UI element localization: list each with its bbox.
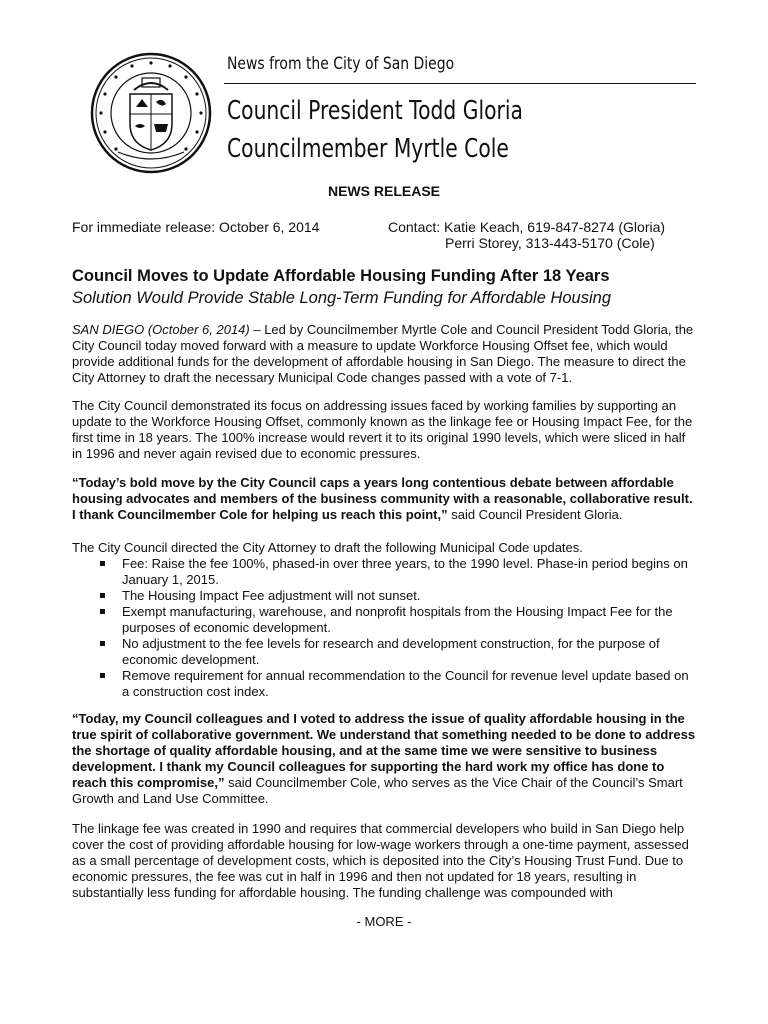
list-item: Remove requirement for annual recommendation to the Council for revenue level update based on a construction cost index. [122,668,698,700]
cole-attribution: said Councilmember Cole, who serves as the Vice Chair of the Council’s Smart Growth and Land Use Committee. [72,775,683,806]
header-rule [224,83,696,84]
paragraph-lede [72,322,698,386]
news-kicker: News from the City of San Diego [227,54,455,74]
paragraph-cole-quote [72,711,698,807]
more-marker: - MORE - [356,914,412,929]
code-updates-list [72,556,698,700]
gloria-attribution: said Council President Gloria. [447,507,623,522]
council-president-name: Council President Todd Gloria [227,96,523,126]
lede-text: – Led by Councilmember Myrtle Cole and Council President Todd Gloria, the City Council today moved forward with a measure to update Workforce Housing Offset fee, which would provide additional funds for the development of affordable housing in San Diego. The measure to direct the City Attorney to draft the necessary Municipal Code changes passed with a vote of 7-1. [72,322,694,385]
cole-quote: “Today, my Council colleagues and I voted to address the issue of quality affordable housing in the true spirit of collaborative government. We understand that something needed to be done to address the shortage of quality affordable housing, and at the same time we were sensitive to business development. I thank my Council colleagues for supporting the hard work my office has done to reach this compromise,” [72,711,696,790]
news-release-title: NEWS RELEASE [327,183,440,199]
paragraph-linkage-update: The City Council demonstrated its focus on addressing issues faced by working families by supporting an update to the Workforce Housing Offset, commonly known as the linkage fee or Housing Impact Fee, for the first time in 18 years. The 100% increase would revert it to its original 1990 levels, which were sliced in half in 1996 and never again revised due to economic pressures. [72,398,693,461]
list-item: No adjustment to the fee levels for research and development construction, for the purpose of economic development. [122,636,698,668]
city-seal-icon [90,52,212,174]
councilmember-name: Councilmember Myrtle Cole [227,134,509,164]
dateline: SAN DIEGO (October 6, 2014) [72,322,250,337]
contact-cole: Perri Storey, 313-443-5170 (Cole) [445,235,655,251]
headline: Council Moves to Update Affordable Housing Funding After 18 Years [72,267,610,285]
list-item: Exempt manufacturing, warehouse, and nonprofit hospitals from the Housing Impact Fee for the purposes of economic development. [122,604,698,636]
paragraph-gloria-quote [72,475,698,523]
list-item: The Housing Impact Fee adjustment will not sunset. [122,588,698,604]
paragraph-linkage-history: The linkage fee was created in 1990 and requires that commercial developers who build in San Diego help cover the cost of providing affordable housing for low-wage workers through a one-time payment, assessed as a small percentage of development costs, which is deposited into the City’s Housing Trust Fund. Due to economic pressures, the fee was cut in half in 1996 and then not updated for 18 years, resulting in substantially less funding for affordable housing. The funding challenge was compounded with [72,821,689,900]
release-date: For immediate release: October 6, 2014 [72,219,320,235]
paragraph-code-updates [72,540,698,700]
contact-gloria: Contact: Katie Keach, 619-847-8274 (Gloria) [388,219,666,235]
subheadline: Solution Would Provide Stable Long-Term Funding for Affordable Housing [72,289,612,307]
code-updates-intro: The City Council directed the City Attorney to draft the following Municipal Code updates. [72,540,583,555]
list-item: Fee: Raise the fee 100%, phased-in over three years, to the 1990 level. Phase-in period begins on January 1, 2015. [122,556,698,588]
gloria-quote: “Today’s bold move by the City Council caps a years long contentious debate between affordable housing advocates and members of the business community with a reasonable, collaborative result. I thank Councilmember Cole for helping us reach this point,” [72,475,693,522]
